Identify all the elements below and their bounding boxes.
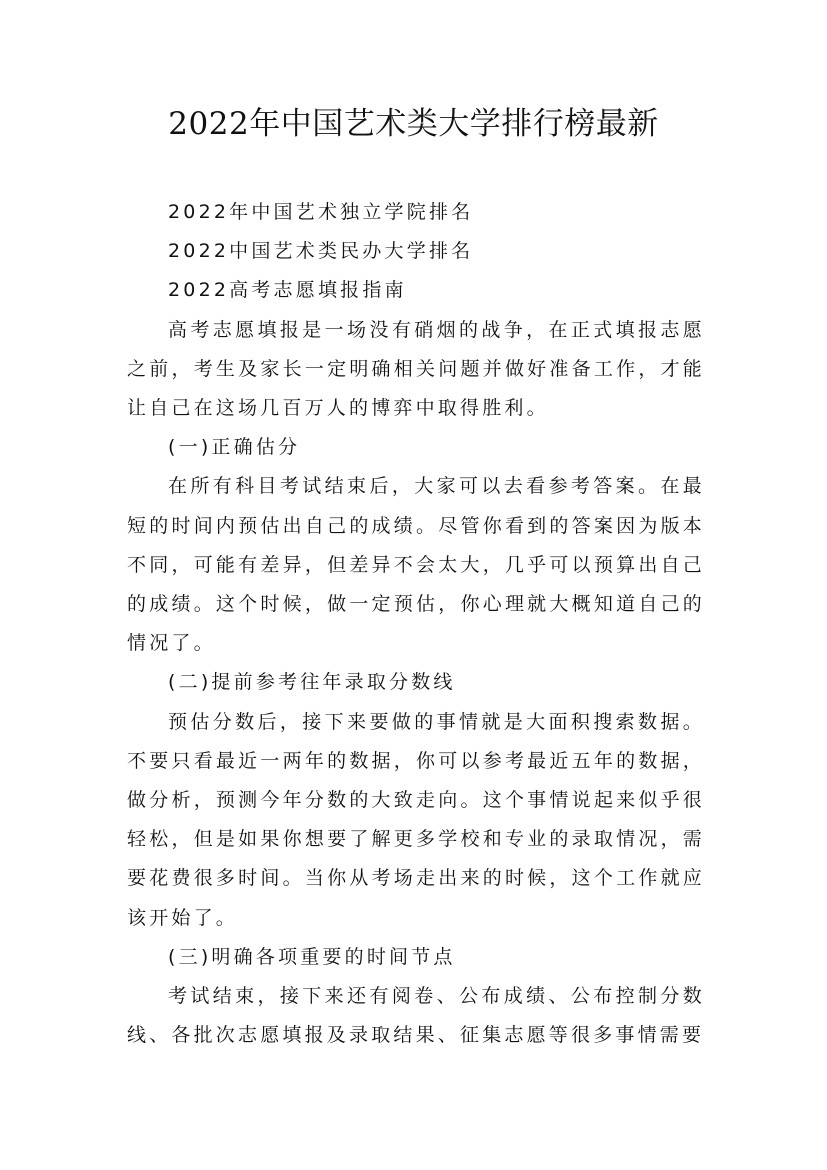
section-heading: (一)正确估分: [168, 436, 301, 459]
document-title: 2022年中国艺术类大学排行榜最新: [168, 106, 659, 142]
body-paragraph: 预估分数后，接下来要做的事情就是大面积搜索数据。不要只看最近一两年的数据，你可以参考最近五年的数据，做分析，预测今年分数的大致走向。这个事情说起来似乎很轻松，但是如果你想要了解更多学校和专业的录取情况，需要花费很多时间。当你从考场走出来的时候，这个工作就应该开始了。: [127, 710, 705, 929]
document-body: [127, 193, 705, 1055]
section-heading: (二)提前参考往年录取分数线: [168, 671, 456, 694]
body-paragraph: 高考志愿填报是一场没有硝烟的战争，在正式填报志愿之前，考生及家长一定明确相关问题并做好准备工作，才能让自己在这场几百万人的博弈中取得胜利。: [127, 318, 705, 420]
body-paragraph: 2022年中国艺术独立学院排名: [168, 201, 474, 223]
body-paragraph: 2022高考志愿填报指南: [168, 279, 407, 302]
body-paragraph: 考试结束，接下来还有阅卷、公布成绩、公布控制分数线、各批次志愿填报及录取结果、征集志愿等很多事情需要: [127, 985, 705, 1047]
body-paragraph: 2022中国艺术类民办大学排名: [168, 240, 474, 263]
section-heading: (三)明确各项重要的时间节点: [168, 945, 456, 968]
body-paragraph: 在所有科目考试结束后，大家可以去看参考答案。在最短的时间内预估出自己的成绩。尽管你看到的答案因为版本不同，可能有差异，但差异不会太大，几乎可以预算出自己的成绩。这个时候，做一定预估，你心理就大概知道自己的情况了。: [127, 475, 705, 655]
